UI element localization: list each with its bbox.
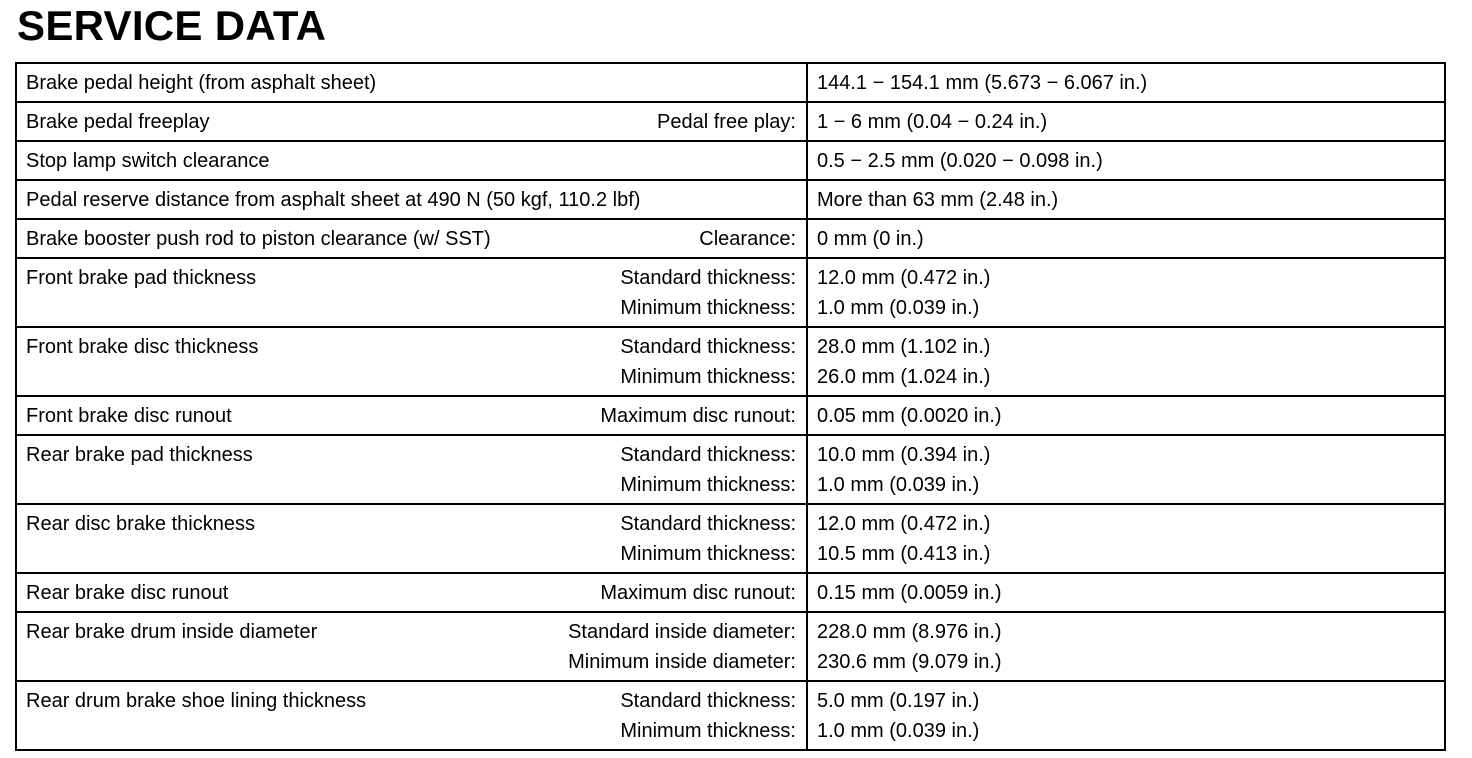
page-title: SERVICE DATA [17, 2, 327, 49]
spec-value: 0.15 mm (0.0059 in.) [817, 582, 1002, 604]
item-wrap [26, 686, 796, 746]
spec-label: Maximum disc runout: [600, 405, 796, 427]
value-cell [807, 504, 1445, 573]
table-row [16, 258, 1445, 327]
value-cell [807, 63, 1445, 102]
item-name: Rear brake pad thickness [26, 444, 253, 466]
value-cell [807, 396, 1445, 435]
spec-value: 230.6 mm (9.079 in.) [817, 651, 1002, 673]
spec-value: 28.0 mm (1.102 in.) [817, 336, 991, 358]
spec-label: Minimum thickness: [620, 543, 796, 565]
value-cell [807, 681, 1445, 750]
item-name: Rear drum brake shoe lining thickness [26, 690, 367, 712]
spec-labels [620, 686, 796, 746]
item-cell [16, 180, 807, 219]
spec-labels [568, 617, 796, 677]
spec-label: Clearance: [699, 228, 796, 250]
table-row [16, 63, 1445, 102]
spec-label: Pedal free play: [657, 111, 796, 133]
spec-label: Maximum disc runout: [600, 582, 796, 604]
spec-label: Minimum thickness: [620, 297, 796, 319]
spec-value: 0.05 mm (0.0020 in.) [817, 405, 1002, 427]
item-cell [16, 63, 807, 102]
spec-labels [600, 401, 796, 431]
spec-label: Standard thickness: [620, 336, 796, 358]
item-name: Front brake disc thickness [26, 336, 259, 358]
spec-value: 1.0 mm (0.039 in.) [817, 474, 980, 496]
item-name: Brake pedal freeplay [26, 111, 210, 133]
spec-value: More than 63 mm (2.48 in.) [817, 189, 1059, 211]
item-name: Pedal reserve distance from asphalt sheet at 490 N (50 kgf, 110.2 lbf) [26, 189, 641, 211]
item-cell [16, 258, 807, 327]
value-cell [807, 612, 1445, 681]
spec-value: 0.5 − 2.5 mm (0.020 − 0.098 in.) [817, 150, 1103, 172]
item-wrap [26, 509, 796, 569]
item-wrap [26, 578, 796, 608]
value-cell [807, 219, 1445, 258]
spec-value: 12.0 mm (0.472 in.) [817, 267, 991, 289]
spec-label: Standard thickness: [620, 513, 796, 535]
spec-value: 5.0 mm (0.197 in.) [817, 690, 980, 712]
table-row [16, 327, 1445, 396]
value-cell [807, 258, 1445, 327]
value-cell [807, 573, 1445, 612]
table-row [16, 681, 1445, 750]
table-row [16, 573, 1445, 612]
spec-label: Standard thickness: [620, 267, 796, 289]
spec-labels [620, 509, 796, 569]
item-name: Brake booster push rod to piston clearance (w/ SST) [26, 228, 491, 250]
spec-value: 0 mm (0 in.) [817, 228, 924, 250]
spec-labels [620, 332, 796, 392]
item-wrap [26, 68, 796, 98]
service-data-table-body [16, 63, 1445, 750]
item-cell [16, 612, 807, 681]
item-wrap [26, 263, 796, 323]
spec-labels [699, 224, 796, 254]
item-name: Front brake pad thickness [26, 267, 257, 289]
spec-value: 26.0 mm (1.024 in.) [817, 366, 991, 388]
value-cell [807, 327, 1445, 396]
spec-labels [657, 107, 796, 137]
item-wrap [26, 146, 796, 176]
spec-value: 1.0 mm (0.039 in.) [817, 720, 980, 742]
item-name: Rear brake disc runout [26, 582, 229, 604]
spec-label: Minimum inside diameter: [568, 651, 796, 673]
item-cell [16, 141, 807, 180]
item-name: Brake pedal height (from asphalt sheet) [26, 72, 377, 94]
item-cell [16, 435, 807, 504]
table-row [16, 219, 1445, 258]
item-cell [16, 102, 807, 141]
spec-value: 10.5 mm (0.413 in.) [817, 543, 991, 565]
spec-label: Standard thickness: [620, 690, 796, 712]
item-cell [16, 396, 807, 435]
spec-labels [620, 263, 796, 323]
value-cell [807, 141, 1445, 180]
item-cell [16, 504, 807, 573]
spec-label: Minimum thickness: [620, 474, 796, 496]
item-wrap [26, 224, 796, 254]
item-name: Front brake disc runout [26, 405, 232, 427]
spec-labels [620, 440, 796, 500]
spec-value: 144.1 − 154.1 mm (5.673 − 6.067 in.) [817, 72, 1148, 94]
item-cell [16, 573, 807, 612]
item-cell [16, 219, 807, 258]
item-wrap [26, 617, 796, 677]
spec-label: Standard thickness: [620, 444, 796, 466]
table-row [16, 396, 1445, 435]
item-wrap [26, 332, 796, 392]
table-row [16, 141, 1445, 180]
table-row [16, 435, 1445, 504]
table-row [16, 612, 1445, 681]
table-row [16, 180, 1445, 219]
table-row [16, 102, 1445, 141]
service-data-table [15, 62, 1446, 751]
spec-label: Minimum thickness: [620, 720, 796, 742]
item-name: Rear brake drum inside diameter [26, 621, 318, 643]
table-row [16, 504, 1445, 573]
item-name: Stop lamp switch clearance [26, 150, 270, 172]
item-wrap [26, 185, 796, 215]
item-cell [16, 681, 807, 750]
item-wrap [26, 107, 796, 137]
value-cell [807, 102, 1445, 141]
item-name: Rear disc brake thickness [26, 513, 255, 535]
item-wrap [26, 440, 796, 500]
spec-value: 12.0 mm (0.472 in.) [817, 513, 991, 535]
spec-label: Minimum thickness: [620, 366, 796, 388]
value-cell [807, 180, 1445, 219]
spec-label: Standard inside diameter: [568, 621, 796, 643]
spec-labels [600, 578, 796, 608]
value-cell [807, 435, 1445, 504]
item-cell [16, 327, 807, 396]
spec-value: 1 − 6 mm (0.04 − 0.24 in.) [817, 111, 1048, 133]
spec-value: 228.0 mm (8.976 in.) [817, 621, 1002, 643]
spec-value: 10.0 mm (0.394 in.) [817, 444, 991, 466]
item-wrap [26, 401, 796, 431]
spec-value: 1.0 mm (0.039 in.) [817, 297, 980, 319]
